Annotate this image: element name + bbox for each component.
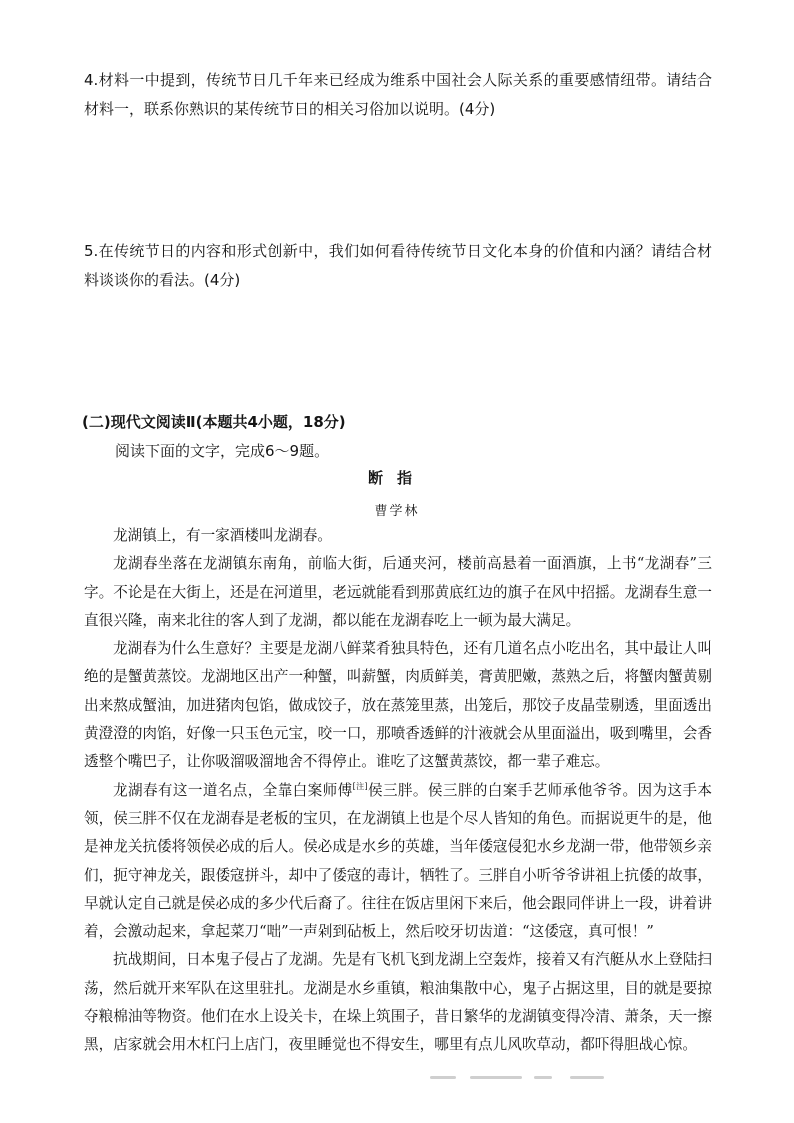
section-heading: (二)现代文阅读Ⅱ(本题共4小题，18分) xyxy=(82,413,346,431)
scan-smudge xyxy=(430,1073,630,1083)
reading-instruction: 阅读下面的文字，完成6～9题。 xyxy=(115,442,330,460)
article-paragraph: 龙湖春坐落在龙湖镇东南角，前临大街，后通夹河，楼前高悬着一面酒旗，上书“龙湖春”三字。不论是在大街上，还是在河道里，老远就能看到那黄底红边的旗子在风中招摇。龙湖春生意一直很兴隆，南来北往的客人到了龙湖，都以能在龙湖春吃上一顿为最大满足。 xyxy=(84,555,712,629)
question-4: 4.材料一中提到，传统节日几千年来已经成为维系中国社会人际关系的重要感情纽带。请结合材料一，联系你熟识的某传统节日的相关习俗加以说明。(4分) xyxy=(84,71,712,118)
article-paragraph: 龙湖春为什么生意好？主要是龙湖八鲜菜肴独具特色，还有几道名点小吃出名，其中最让人叫绝的是蟹黄蒸饺。龙湖地区出产一种蟹，叫薪蟹，肉质鲜美，膏黄肥嫩，蒸熟之后，将蟹肉蟹黄剔出来熬成蟹油，加进猪肉包馅，做成饺子，放在蒸笼里蒸，出笼后，那饺子皮晶莹剔透，里面透出黄澄澄的肉馅，好像一只玉色元宝，咬一口，那喷香透鲜的汁液就会从里面溢出，吸到嘴里，会香透整个嘴巴子，让你吸溜吸溜地舍不得停止。谁吃了这蟹黄蒸饺，都一辈子难忘。 xyxy=(84,640,712,771)
article-title: 断指 xyxy=(367,469,426,487)
footnote-marker: [注] xyxy=(352,781,368,791)
paragraph-text: 龙湖春有这一道名点，全靠白案师傅 xyxy=(113,781,353,799)
article-paragraph xyxy=(84,777,712,947)
article-paragraph: 抗战期间，日本鬼子侵占了龙湖。先是有飞机飞到龙湖上空轰炸，接着又有汽艇从水上登陆扫荡，然后就开来军队在这里驻扎。龙湖是水乡重镇，粮油集散中心，鬼子占据这里，目的就是要掠夺粮棉油等物资。他们在水上设关卡，在垛上筑围子，昔日繁华的龙湖镇变得冷清、萧条，天一擦黑，店家就会用木杠闩上店门，夜里睡觉也不得安生，哪里有点儿风吹草动，都吓得胆战心惊。 xyxy=(84,951,712,1054)
article-paragraph: 龙湖镇上，有一家酒楼叫龙湖春。 xyxy=(113,527,332,544)
paragraph-text: 侯三胖。侯三胖的白案手艺师承他爷爷。因为这手本领，侯三胖不仅在龙湖春是老板的宝贝，在龙湖镇上也是个尽人皆知的角色。而据说更牛的是，他是神龙关抗倭将领侯必成的后人。侯必成是水乡的英雄，当年倭寇侵犯水乡龙湖一带，他带领乡亲们，扼守神龙关，跟倭寇拼斗，却中了倭寇的毒计，牺牲了。三胖自小听爷爷讲祖上抗倭的故事，早就认定自己就是侯必成的多少代后裔了。往往在饭店里闲下来后，他会跟同伴讲上一段，讲着讲着，会激动起来，拿起菜刀“咄”一声剁到砧板上，然后咬牙切齿道：“这倭寇，真可恨！” xyxy=(84,781,712,941)
question-5: 5.在传统节日的内容和形式创新中，我们如何看待传统节日文化本身的价值和内涵？请结合材料谈谈你的看法。(4分) xyxy=(84,242,712,289)
article-author: 曹学林 xyxy=(374,504,420,519)
article-body xyxy=(84,522,712,1060)
